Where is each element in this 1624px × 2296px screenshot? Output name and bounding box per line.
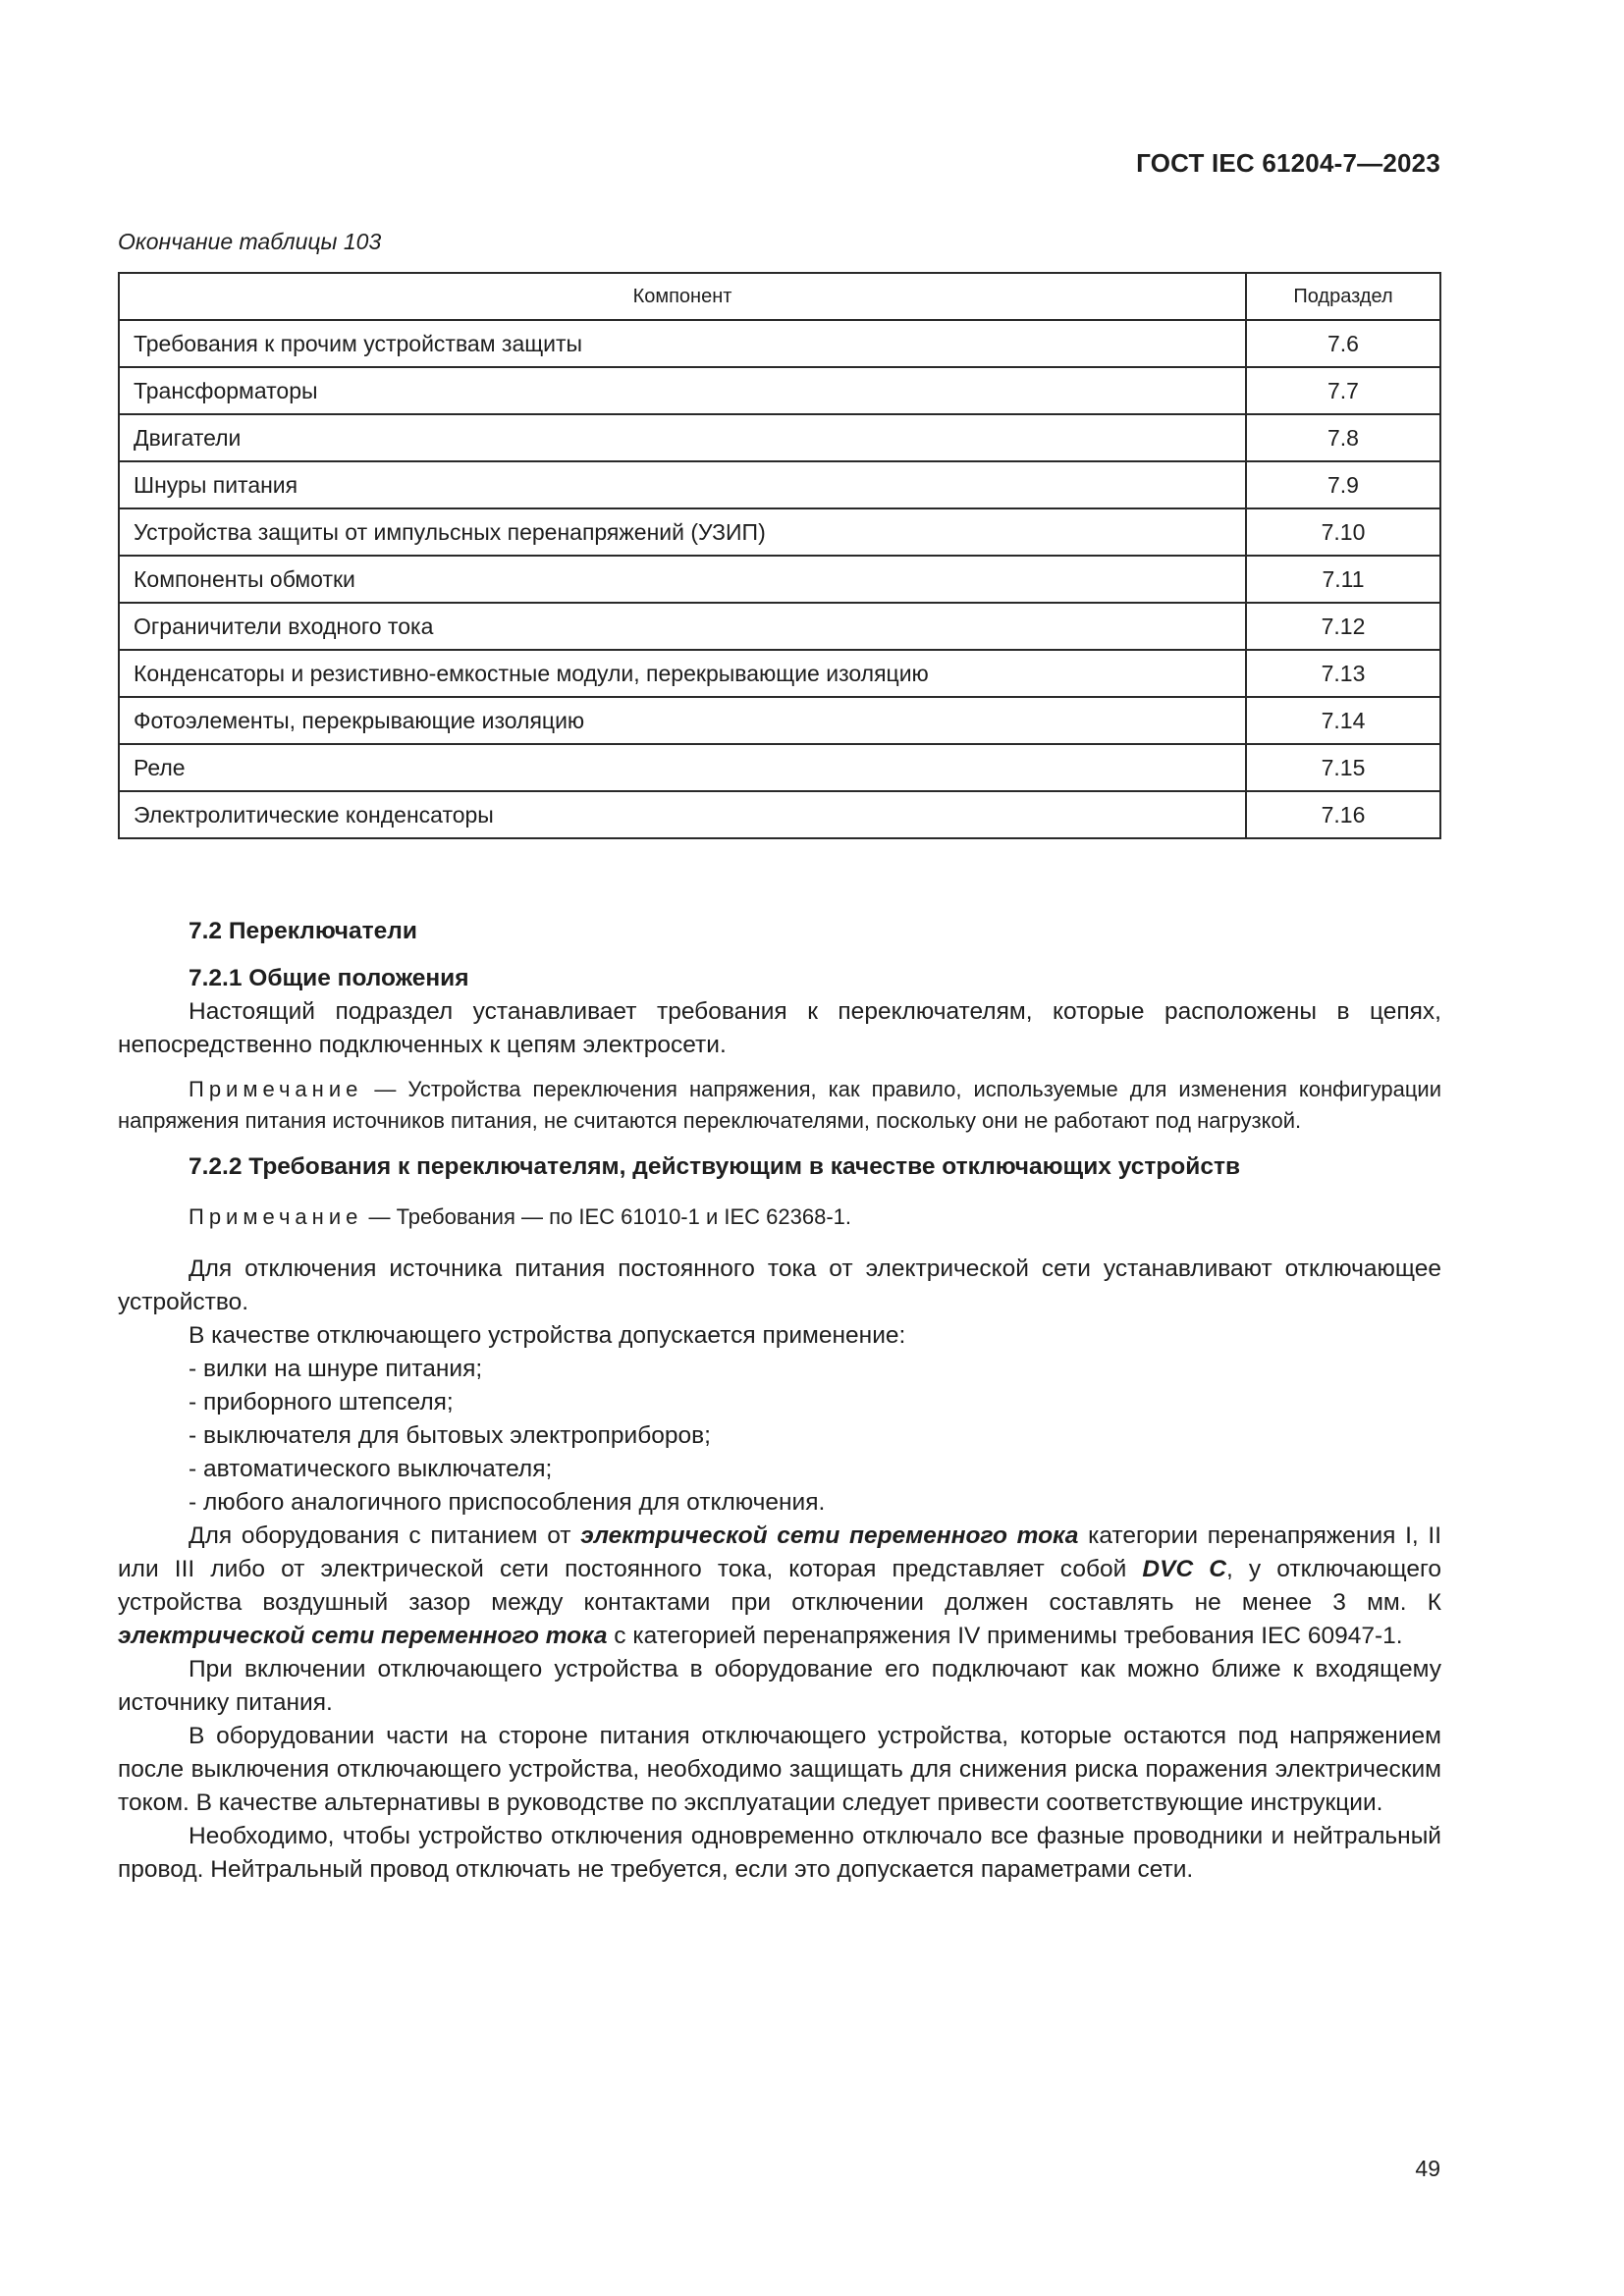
table-row xyxy=(119,320,1440,367)
text-run: , у отключающего устройства воздушный зазор между контактами при отключении должен составлять не менее 3 мм. К xyxy=(118,1556,1441,1616)
page-number: 49 xyxy=(1415,2156,1440,2181)
component-cell: Шнуры питания xyxy=(119,461,1246,508)
subsection-cell: 7.14 xyxy=(1246,697,1440,744)
list-item: - вилки на шнуре питания; xyxy=(189,1353,1441,1386)
table-row xyxy=(119,603,1440,650)
component-cell: Устройства защиты от импульсных перенапряжений (УЗИП) xyxy=(119,508,1246,556)
term: DVC C xyxy=(1142,1556,1226,1582)
note-text: — Устройства переключения напряжения, как правило, используемые для изменения конфигурации напряжения питания источников питания, не считаются переключателями, поскольку они не работают под нагрузкой. xyxy=(118,1077,1441,1133)
subsection-cell: 7.9 xyxy=(1246,461,1440,508)
subsection-cell: 7.13 xyxy=(1246,650,1440,697)
subsection-cell: 7.10 xyxy=(1246,508,1440,556)
subsection-heading-7-2-2: 7.2.2 Требования к переключателям, действующим в качестве отключающих устройств xyxy=(189,1153,1241,1180)
subsection-heading-7-2-1: 7.2.1 Общие положения xyxy=(189,965,469,991)
component-cell: Двигатели xyxy=(119,414,1246,461)
table-row xyxy=(119,744,1440,791)
component-cell: Трансформаторы xyxy=(119,367,1246,414)
component-cell: Фотоэлементы, перекрывающие изоляцию xyxy=(119,697,1246,744)
component-cell: Конденсаторы и резистивно-емкостные модули, перекрывающие изоляцию xyxy=(119,650,1246,697)
header-component: Компонент xyxy=(119,273,1246,320)
table-row xyxy=(119,556,1440,603)
table-row xyxy=(119,697,1440,744)
subsection-cell: 7.6 xyxy=(1246,320,1440,367)
paragraph: Настоящий подраздел устанавливает требования к переключателям, которые расположены в цепях, непосредственно подключенных к цепям электросети. xyxy=(118,998,1441,1058)
paragraph: В качестве отключающего устройства допускается применение: xyxy=(189,1322,906,1349)
text-run: категории перенапряжения I, II или III либо от электрической сети постоянного тока, которая представляет собой xyxy=(118,1522,1442,1582)
list-item: - приборного штепселя; xyxy=(189,1386,1441,1419)
section-heading: 7.2 Переключатели xyxy=(189,918,417,944)
note xyxy=(118,1201,1441,1233)
note-label: Примечание xyxy=(189,1204,363,1229)
device-list xyxy=(118,1353,1441,1520)
paragraph: Необходимо, чтобы устройство отключения одновременно отключало все фазные проводники и нейтральный провод. Нейтральный провод отключать не требуется, если это допускается параметрами сети. xyxy=(118,1823,1441,1883)
component-cell: Требования к прочим устройствам защиты xyxy=(119,320,1246,367)
table-row xyxy=(119,650,1440,697)
paragraph: Для отключения источника питания постоянного тока от электрической сети устанавливают отключающее устройство. xyxy=(118,1255,1441,1315)
paragraph: В оборудовании части на стороне питания отключающего устройства, которые остаются под напряжением после выключения отключающего устройства, необходимо защищать для снижения риска поражения электрическим током. В качестве альтернативы в руководстве по эксплуатации следует привести соответствующие инструкции. xyxy=(118,1723,1441,1816)
term: электрической сети переменного тока xyxy=(118,1623,608,1649)
note-label: Примечание xyxy=(189,1077,363,1101)
table-row xyxy=(119,508,1440,556)
subsection-cell: 7.15 xyxy=(1246,744,1440,791)
list-item: - любого аналогичного приспособления для отключения. xyxy=(189,1486,1441,1520)
document-code: ГОСТ IEC 61204-7—2023 xyxy=(1136,148,1440,178)
table-row xyxy=(119,461,1440,508)
paragraph xyxy=(118,1520,1441,1653)
table-header-row xyxy=(119,273,1440,320)
subsection-cell: 7.8 xyxy=(1246,414,1440,461)
table-row xyxy=(119,414,1440,461)
subsection-cell: 7.16 xyxy=(1246,791,1440,838)
subsection-cell: 7.12 xyxy=(1246,603,1440,650)
component-cell: Электролитические конденсаторы xyxy=(119,791,1246,838)
component-cell: Компоненты обмотки xyxy=(119,556,1246,603)
paragraph: При включении отключающего устройства в оборудование его подключают как можно ближе к входящему источнику питания. xyxy=(118,1656,1441,1716)
note xyxy=(118,1074,1441,1137)
components-table xyxy=(118,272,1441,839)
note-text: — Требования — по IEC 61010-1 и IEC 62368-1. xyxy=(362,1204,852,1229)
section-7-2 xyxy=(118,915,1441,1887)
component-cell: Ограничители входного тока xyxy=(119,603,1246,650)
table-row xyxy=(119,791,1440,838)
table-row xyxy=(119,367,1440,414)
text-run: с категорией перенапряжения IV применимы требования IEC 60947-1. xyxy=(607,1623,1403,1649)
subsection-cell: 7.7 xyxy=(1246,367,1440,414)
text-run: Для оборудования с питанием от xyxy=(189,1522,581,1549)
subsection-cell: 7.11 xyxy=(1246,556,1440,603)
term: электрической сети переменного тока xyxy=(580,1522,1079,1549)
header-subsection: Подраздел xyxy=(1246,273,1440,320)
list-item: - автоматического выключателя; xyxy=(189,1453,1441,1486)
list-item: - выключателя для бытовых электроприборов; xyxy=(189,1419,1441,1453)
table-caption: Окончание таблицы 103 xyxy=(118,229,382,254)
component-cell: Реле xyxy=(119,744,1246,791)
